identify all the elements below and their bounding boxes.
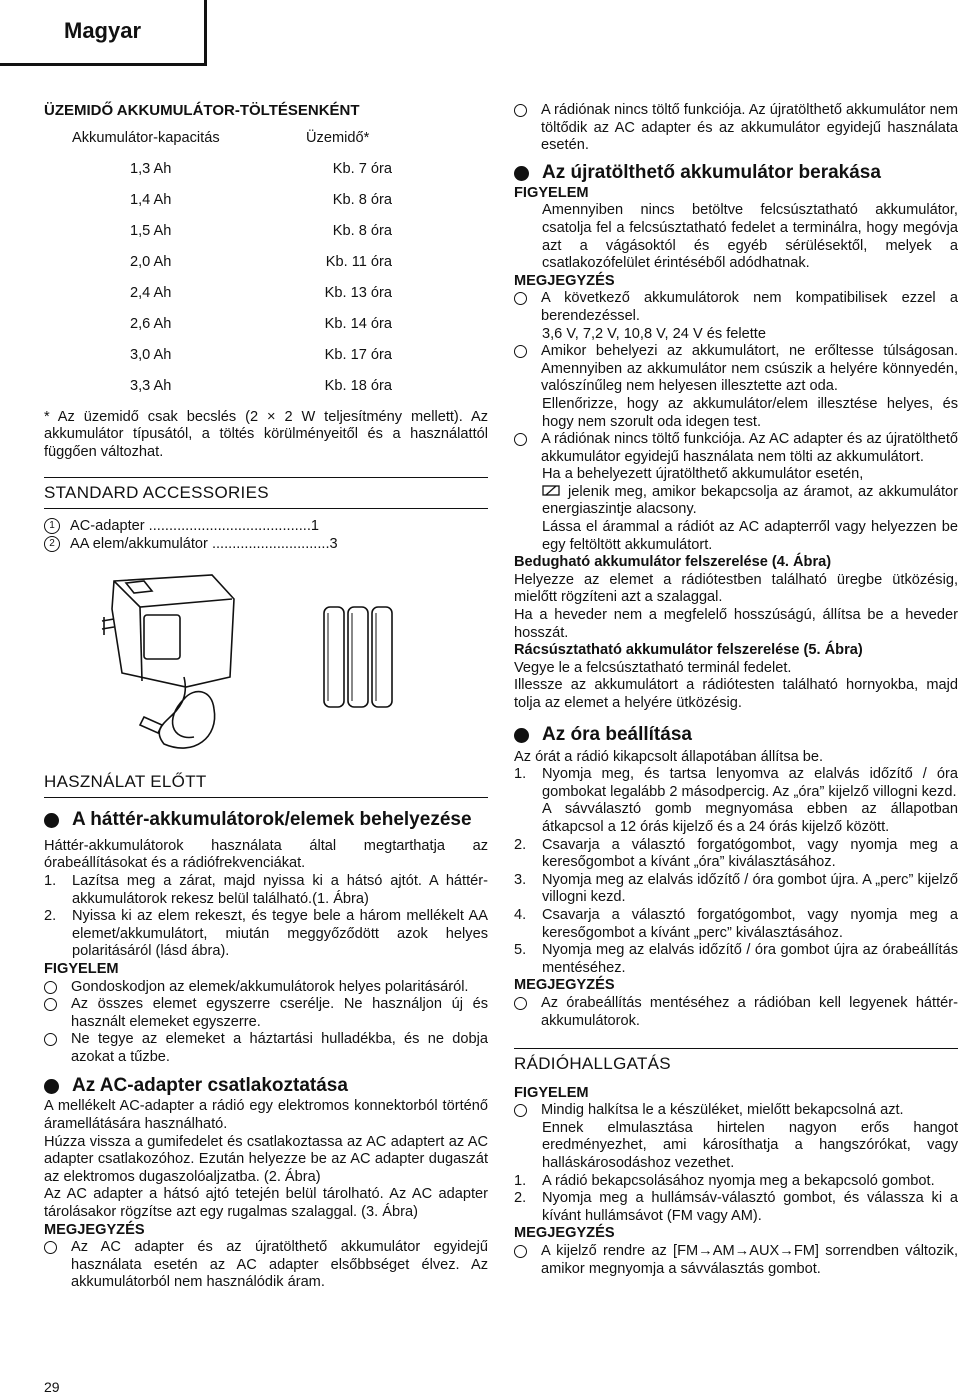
table-row (72, 341, 392, 372)
note-text: Ha a behelyezett újratölthető akkumulátor esetén, (542, 466, 864, 483)
note-label: MEGJEGYZÉS (514, 272, 615, 289)
plugin-battery-heading: Bedugható akkumulátor felszerelése (4. Ábra) (514, 554, 832, 571)
ac-adapter-heading: Az AC-adapter csatlakoztatása (44, 1074, 488, 1098)
ac-adapter-icon (102, 575, 234, 748)
before-use-section-title: HASZNÁLAT ELŐTT (44, 767, 488, 798)
list-item: 1. Lazítsa meg a zárat, majd nyissa ki a hátsó ajtót. A háttér-akkumulátorok rekesz belül található.(1. Ábra) (44, 872, 488, 907)
capacity-cell: 2,0 Ah (130, 254, 172, 271)
capacity-cell: 1,3 Ah (130, 161, 172, 178)
runtime-cell: Kb. 13 óra (324, 285, 392, 302)
right-column (514, 102, 958, 1278)
item-number: 1 (44, 518, 60, 534)
list-item: Ne tegye az elemeket a háztartási hulladékba, és ne dobja azokat a tűzbe. (44, 1031, 488, 1066)
list-item: 4. Csavarja a választó forgatógombot, vagy nyomja meg a keresőgombot a kívánt „perc” kiválasztásához. (514, 906, 958, 941)
runtime-cell: Kb. 18 óra (324, 378, 392, 395)
table-row (72, 310, 392, 341)
left-column (44, 102, 488, 1292)
step-text: A sávválasztó gomb megnyomása ebben az állapotban átkapcsol a 12 órás kijelző és a 24 órás kijelző között. (542, 801, 958, 835)
backup-intro: Háttér-akkumulátorok használata által megtarthatja az órabeállításokat és a rádiófrekvenciákat. (44, 837, 488, 872)
list-item: 1. Nyomja meg, és tartsa lenyomva az elalvás időzítő / óra gombokat legalább 2 másodpercig. Az „óra” kijelző villogni kezd. (514, 766, 958, 800)
list-item: A rádiónak nincs töltő funkciója. Az AC adapter és az újratölthető akkumulátor egyidejű használata nem tölti az akkumulátort. (514, 431, 958, 466)
list-item: A következő akkumulátorok nem kompatibilisek ezzel a berendezéssel. (514, 290, 958, 325)
clock-intro: Az órát a rádió kikapcsolt állapotában állítsa be. (514, 748, 824, 765)
language-label: Magyar (64, 18, 142, 43)
accessories-section-title: STANDARD ACCESSORIES (44, 477, 488, 509)
accessories-list (44, 518, 488, 553)
list-item: 5. Nyomja meg az elalvás időzítő / óra gombot újra az órabeállítás mentéséhez. (514, 942, 958, 976)
page-number: 29 (44, 1379, 60, 1395)
low-battery-icon (542, 485, 562, 497)
list-item: Az összes elemet egyszerre cserélje. Ne használjon új és használt elemeket egyszerre. (44, 996, 488, 1031)
radio-section-title: RÁDIÓHALLGATÁS (514, 1048, 958, 1079)
runtime-cell: Kb. 17 óra (324, 347, 392, 364)
charge-table-title: ÜZEMIDŐ AKKUMULÁTOR-TÖLTÉSENKÉNT (44, 102, 360, 119)
table-row (72, 155, 392, 186)
capacity-cell: 1,5 Ah (130, 223, 172, 240)
runtime-footnote: * Az üzemidő csak becslés (2 × 2 W teljesítmény mellett). Az akkumulátor típusától, a töltés körülményeitől és a használattól függően változhat. (44, 408, 488, 460)
list-item: 2. Csavarja a választó forgatógombot, vagy nyomja meg a keresőgombot a kívánt „óra” kiválasztásához. (514, 836, 958, 871)
table-row (72, 372, 392, 403)
list-item: A rádiónak nincs töltő funkciója. Az újratölthető akkumulátor nem töltődik az AC adapter és az akkumulátor egyidejű használata esetén. (514, 102, 958, 155)
capacity-cell: 2,6 Ah (130, 316, 172, 333)
runtime-cell: Kb. 8 óra (332, 192, 392, 209)
aa-batteries-icon (324, 607, 392, 707)
list-item (44, 518, 488, 536)
plugin-paragraph: Helyezze az elemet a rádiótestben található üregbe ütközésig, mielőtt rögzíteni azt a szalaggal. (514, 571, 958, 606)
item-number: 2 (44, 536, 60, 552)
list-item: 2. Nyissa ki az elem rekeszt, és tegye bele a három mellékelt AA elemet/akkumulátort, miután meggyőződött azok helyes polaritásáról (lásd ábra). (44, 908, 488, 960)
runtime-cell: Kb. 8 óra (332, 223, 392, 240)
runtime-cell: Kb. 11 óra (325, 254, 392, 271)
language-tab (0, 0, 207, 66)
table-row (72, 279, 392, 310)
table-header-runtime: Üzemidő* (306, 130, 370, 147)
table-header (72, 124, 392, 155)
caution-label: FIGYELEM (514, 1084, 589, 1101)
table-row (72, 248, 392, 279)
ac-paragraph: Húzza vissza a gumifedelet és csatlakoztassa az AC adaptert az AC adapter csatlakozóhoz. Ezután helyezze be az AC adapter dugaszát az elektromos dugaszolóaljzatba. (2. Ábra) (44, 1133, 488, 1185)
list-item: Az órabeállítás mentéséhez a rádióban kell legyenek háttér-akkumulátorok. (514, 995, 958, 1030)
list-item: 1. A rádió bekapcsolásához nyomja meg a bekapcsoló gombot. (514, 1172, 935, 1189)
caution-label: FIGYELEM (44, 960, 119, 977)
table-row (72, 186, 392, 217)
slide-paragraph: Vegye le a felcsúsztatható terminál fedelet. (514, 659, 792, 676)
note-label: MEGJEGYZÉS (514, 1225, 615, 1242)
item-text: AC-adapter ........................................1 (70, 517, 319, 534)
step-text: Nyissa ki az elem rekeszt, és tegye bele a három mellékelt AA elemet/akkumulátort, miután meggyőződött azok helyes polaritásáról (lásd ábra). (72, 908, 488, 960)
list-item: 3. Nyomja meg az elalvás időzítő / óra gombot újra. A „perc” kijelző villogni kezd. (514, 871, 958, 906)
caution-label: FIGYELEM (514, 184, 589, 201)
note-label: MEGJEGYZÉS (514, 977, 615, 994)
runtime-cell: Kb. 14 óra (324, 316, 392, 333)
battery-insert-heading: Az újratölthető akkumulátor berakása (514, 161, 958, 185)
capacity-cell: 3,0 Ah (130, 347, 172, 364)
plugin-paragraph: Ha a heveder nem a megfelelő hosszúságú, állítsa be a heveder hosszát. (514, 607, 958, 641)
capacity-cell: 1,4 Ah (130, 192, 172, 209)
adapter-and-batteries-drawing (44, 569, 488, 759)
accessories-illustration (44, 569, 488, 759)
backup-battery-heading: A háttér-akkumulátorok/elemek behelyezése (44, 808, 488, 832)
voltage-list: 3,6 V, 7,2 V, 10,8 V, 24 V és felette (542, 325, 766, 342)
capacity-cell: 2,4 Ah (130, 285, 172, 302)
slide-paragraph: Illessze az akkumulátort a rádiótesten található hornyokba, majd tolja az elemet a helyére ütközésig. (514, 677, 958, 711)
note-text: Ellenőrizze, hogy az akkumulátor/elem illesztése helyes, és hogy nem szorult oda idegen test. (542, 395, 958, 430)
ac-paragraph: A mellékelt AC-adapter a rádió egy elektromos konnektorból történő áramellátására használható. (44, 1098, 488, 1133)
capacity-cell: 3,3 Ah (130, 378, 172, 395)
list-item: A kijelző rendre az [FM→AM→AUX→FM] sorrendben változik, amikor megnyomja a sávválasztás gombot. (514, 1243, 958, 1278)
clock-heading: Az óra beállítása (514, 723, 958, 747)
low-battery-note: jelenik meg, amikor bekapcsolja az áramot, az akkumulátor energiaszintje alacsony. (542, 483, 958, 518)
runtime-cell: Kb. 7 óra (332, 161, 392, 178)
caution-text: Ennek elmulasztása hirtelen nagyon erős hangot eredményezhet, ami károsíthatja a hangszórókat, vagy halláskárosodáshoz vezethet. (542, 1119, 958, 1172)
ac-paragraph: Az AC adapter a hátsó ajtó tetején belül tárolható. Az AC adapter tárolásakor rögzítse azt egy rugalmas szalaggal. (3. Ábra) (44, 1186, 488, 1221)
list-item: Amikor behelyezi az akkumulátort, ne erőltesse túlságosan. Amennyiben az akkumulátor nem csúszik a helyére könnyedén, valószínűleg nem helyesen illesztette azt oda. (514, 343, 958, 396)
note-label: MEGJEGYZÉS (44, 1221, 145, 1238)
table-header-capacity: Akkumulátor-kapacitás (72, 130, 220, 147)
charge-table (72, 124, 392, 403)
item-text: AA elem/akkumulátor .............................3 (70, 535, 338, 552)
table-row (72, 217, 392, 248)
battery-caution: Amennyiben nincs betöltve felcsúsztatható akkumulátor, csatolja fel a felcsúsztatható fedelet a terminálra, hogy megóvja azt a vágásoktól és egyéb sérülésektől, melyek a csatlakozófelület érintéséből adódhatnak. (542, 202, 958, 272)
list-item: 2. Nyomja meg a hullámsáv-választó gombot, és válassza ki a kívánt hullámsávot (FM vagy AM). (514, 1190, 958, 1224)
list-item: Mindig halkítsa le a készüléket, mielőtt bekapcsolná azt. (514, 1102, 958, 1120)
list-item: Az AC adapter és az újratölthető akkumulátor egyidejű használata esetén az AC adapter elsőbbséget élvez. Az akkumulátorból nem használódik áram. (44, 1239, 488, 1292)
list-item (44, 536, 488, 554)
list-item: Gondoskodjon az elemek/akkumulátorok helyes polaritásáról. (44, 979, 488, 997)
note-text: Lássa el árammal a rádiót az AC adapterről vagy helyezzen be egy feltöltött akkumulátort. (542, 519, 958, 553)
step-text: Lazítsa meg a zárat, majd nyissa ki a hátsó ajtót. A háttér-akkumulátorok rekesz belül található.(1. Ábra) (72, 872, 488, 907)
slide-battery-heading: Rácsúsztatható akkumulátor felszerelése (5. Ábra) (514, 642, 863, 659)
